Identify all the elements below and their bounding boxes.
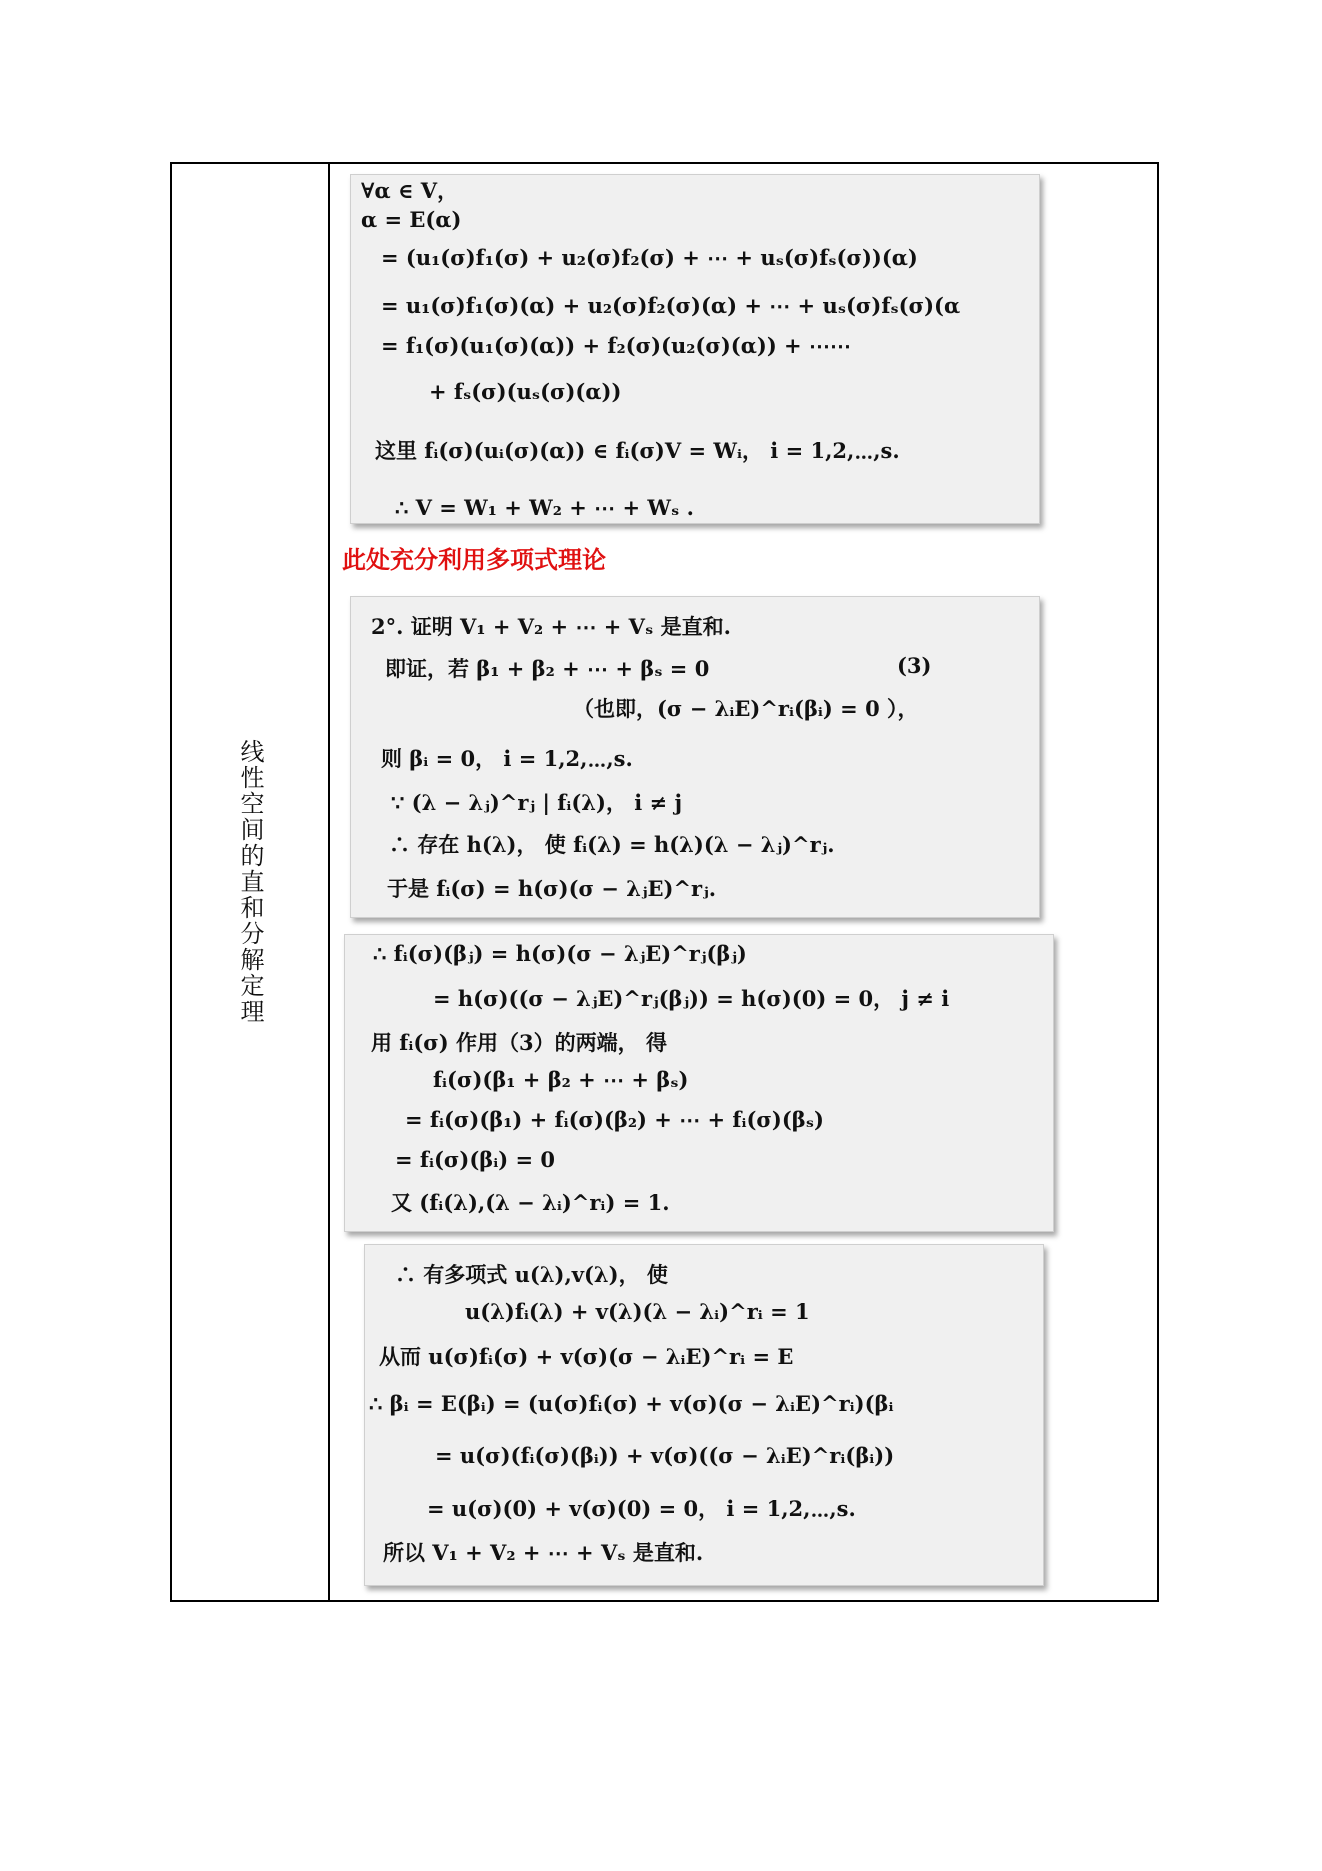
math-line: ∀α ∈ V，	[361, 178, 459, 203]
math-line: α = E(α)	[361, 207, 462, 232]
math-line: ∵ (λ − λⱼ)^rⱼ | fᵢ(λ)， i ≠ j	[391, 790, 683, 815]
math-line: ∴ βᵢ = E(βᵢ) = (u(σ)fᵢ(σ) + v(σ)(σ − λᵢE)^rᵢ)(βᵢ	[369, 1391, 894, 1416]
math-line: ∴ fᵢ(σ)(βⱼ) = h(σ)(σ − λⱼE)^rⱼ(βⱼ)	[373, 941, 747, 966]
math-line: = u(σ)(0) + v(σ)(0) = 0， i = 1,2,⋯,s.	[427, 1496, 856, 1521]
table-right-cell	[330, 164, 1157, 1600]
math-line: 从而 u(σ)fᵢ(σ) + v(σ)(σ − λᵢE)^rᵢ = E	[379, 1344, 794, 1369]
math-line: 所以 V₁ + V₂ + ⋯ + Vₛ 是直和.	[383, 1540, 704, 1565]
red-note: 此处充分利用多项式理论	[342, 546, 606, 574]
math-line: = f₁(σ)(u₁(σ)(α)) + f₂(σ)(u₂(σ)(α)) + ⋯⋯	[381, 333, 851, 358]
math-line: + fₛ(σ)(uₛ(σ)(α))	[429, 379, 622, 404]
math-line: 这里 fᵢ(σ)(uᵢ(σ)(α)) ∈ fᵢ(σ)V = Wᵢ， i = 1,2,⋯,s.	[375, 438, 900, 463]
math-line: = u₁(σ)f₁(σ)(α) + u₂(σ)f₂(σ)(α) + ⋯ + uₛ(σ)fₛ(σ)(α	[381, 293, 961, 318]
math-line: = (u₁(σ)f₁(σ) + u₂(σ)f₂(σ) + ⋯ + uₛ(σ)fₛ(σ))(α)	[381, 245, 918, 270]
math-line: = h(σ)((σ − λⱼE)^rⱼ(βⱼ)) = h(σ)(0) = 0， j ≠ i	[433, 986, 950, 1011]
section-title: 线性空间的直和分解定理	[236, 739, 264, 1025]
math-line: 于是 fᵢ(σ) = h(σ)(σ − λⱼE)^rⱼ.	[387, 876, 717, 901]
math-line: （也即，(σ − λᵢE)^rᵢ(βᵢ) = 0 ），	[573, 696, 919, 721]
math-line: 则 βᵢ = 0， i = 1,2,⋯,s.	[381, 746, 633, 771]
proof-panel-1	[350, 174, 1040, 524]
math-line: ∴ 有多项式 u(λ),v(λ)， 使	[395, 1262, 668, 1287]
math-line: ∴ 存在 h(λ)， 使 fᵢ(λ) = h(λ)(λ − λⱼ)^rⱼ.	[389, 832, 835, 857]
math-line: 用 fᵢ(σ) 作用（3）的两端， 得	[371, 1030, 667, 1055]
math-line: fᵢ(σ)(β₁ + β₂ + ⋯ + βₛ)	[433, 1067, 689, 1092]
math-line: = fᵢ(σ)(β₁) + fᵢ(σ)(β₂) + ⋯ + fᵢ(σ)(βₛ)	[405, 1107, 824, 1132]
proof-panel-2	[350, 596, 1040, 918]
math-line: 2°. 证明 V₁ + V₂ + ⋯ + Vₛ 是直和.	[371, 614, 731, 639]
table-left-cell	[172, 164, 330, 1600]
math-line: u(λ)fᵢ(λ) + v(λ)(λ − λᵢ)^rᵢ = 1	[465, 1299, 810, 1324]
equation-number: (3)	[897, 653, 932, 678]
proof-panel-4	[364, 1244, 1044, 1586]
math-line: ∴ V = W₁ + W₂ + ⋯ + Wₛ .	[395, 495, 694, 520]
content-table	[170, 162, 1159, 1602]
math-line: = u(σ)(fᵢ(σ)(βᵢ)) + v(σ)((σ − λᵢE)^rᵢ(βᵢ))	[435, 1443, 895, 1468]
math-line: = fᵢ(σ)(βᵢ) = 0	[395, 1147, 555, 1172]
proof-panel-3	[344, 934, 1054, 1232]
math-line: 又 (fᵢ(λ),(λ − λᵢ)^rᵢ) = 1.	[391, 1190, 670, 1215]
math-line: 即证，若 β₁ + β₂ + ⋯ + βₛ = 0	[385, 656, 710, 681]
